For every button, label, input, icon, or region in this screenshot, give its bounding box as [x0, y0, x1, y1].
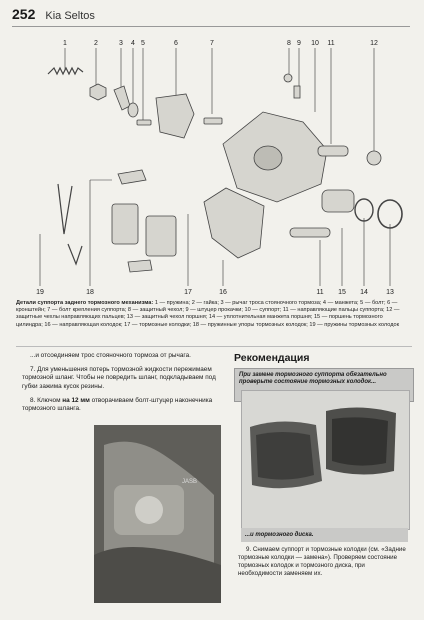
- callout-3: 3: [119, 40, 123, 47]
- brake-pads-photo: [241, 390, 410, 530]
- callout-12: 12: [370, 40, 378, 47]
- header-rule: [12, 26, 410, 27]
- recommendation-heading: Рекомендация: [234, 352, 310, 364]
- callout-11-top: 11: [327, 40, 335, 47]
- page-header: [12, 6, 95, 24]
- caption-text: 1 — пружина; 2 — гайка; 3 — рычаг троса стояночного тормоза; 4 — манжета; 5 — болт; 6 — кронштейн; 7 — болт крепления суппорта; 8 — защитный чехол; 9 — штуцер прокачки; 10 — суппорт; 11 — направляющие пальцы суппорта; 12 — защитные чехлы направляющих пальцев; 13 — защитный чехол поршня; 14 — уплотнительная манжета поршня; 15 — поршень тормозного цилиндра; 16 — направляющая колодок; 17 — тормозные колодки; 18 — пружинные упоры тормозных колодок; 19 — пружины тормозных колодок: [16, 300, 400, 328]
- callout-19: 19: [36, 289, 44, 296]
- step-9: [238, 546, 410, 578]
- callout-17: 17: [184, 289, 192, 296]
- callout-16: 16: [219, 289, 227, 296]
- left-column: [22, 352, 220, 419]
- step-8-start: 8. Ключом: [30, 396, 63, 404]
- brake-caliper-diagram: [18, 34, 410, 296]
- page-number: 252: [12, 6, 36, 22]
- photo-casting-label: JASB: [182, 479, 198, 485]
- callout-9: 9: [297, 40, 301, 47]
- caption-rule: [16, 346, 412, 347]
- callout-5: 5: [141, 40, 145, 47]
- callout-10: 10: [311, 40, 319, 47]
- book-title: Kia Seltos: [45, 10, 95, 22]
- paragraph-step-8: [22, 397, 220, 413]
- callout-8: 8: [287, 40, 291, 47]
- recommendation-box: При замене тормозного суппорта обязательно проверьте состояние тормозных колодок...: [234, 368, 414, 402]
- step-8-wrench-size: на 12 мм: [62, 396, 90, 404]
- step-8-end: отворачиваем болт-штуцер наконечника тормозного шланга.: [22, 396, 213, 413]
- callout-4: 4: [131, 40, 135, 47]
- callout-15: 15: [338, 289, 346, 296]
- figure-caption: [16, 300, 408, 329]
- callout-14: 14: [360, 289, 368, 296]
- paragraph-step-9: 9. Снимаем суппорт и тормозные колодки (см. «Задние тормозные колодки — замена»). Проверяем состояние тормозных колодок и тормозного диска, при необходимости заменяем их.: [238, 546, 406, 577]
- callout-1: 1: [63, 40, 67, 47]
- callout-7: 7: [210, 40, 214, 47]
- brake-hose-photo: [94, 425, 221, 603]
- callout-13: 13: [386, 289, 394, 296]
- caption-lead: Детали суппорта заднего тормозного механизма:: [16, 300, 154, 306]
- callout-6: 6: [174, 40, 178, 47]
- callout-2: 2: [94, 40, 98, 47]
- paragraph-cable: ...и отсоединяем трос стояночного тормоза от рычага.: [30, 352, 191, 359]
- callout-18: 18: [86, 289, 94, 296]
- photo-caption: ...и тормозного диска.: [241, 528, 408, 542]
- paragraph-step-7: 7. Для уменьшения потерь тормозной жидкости пережимаем тормозной шланг. Чтобы не повредить шланг, подкладываем под губки зажима кусок резины.: [22, 366, 216, 390]
- callout-11-bottom: 11: [316, 289, 324, 296]
